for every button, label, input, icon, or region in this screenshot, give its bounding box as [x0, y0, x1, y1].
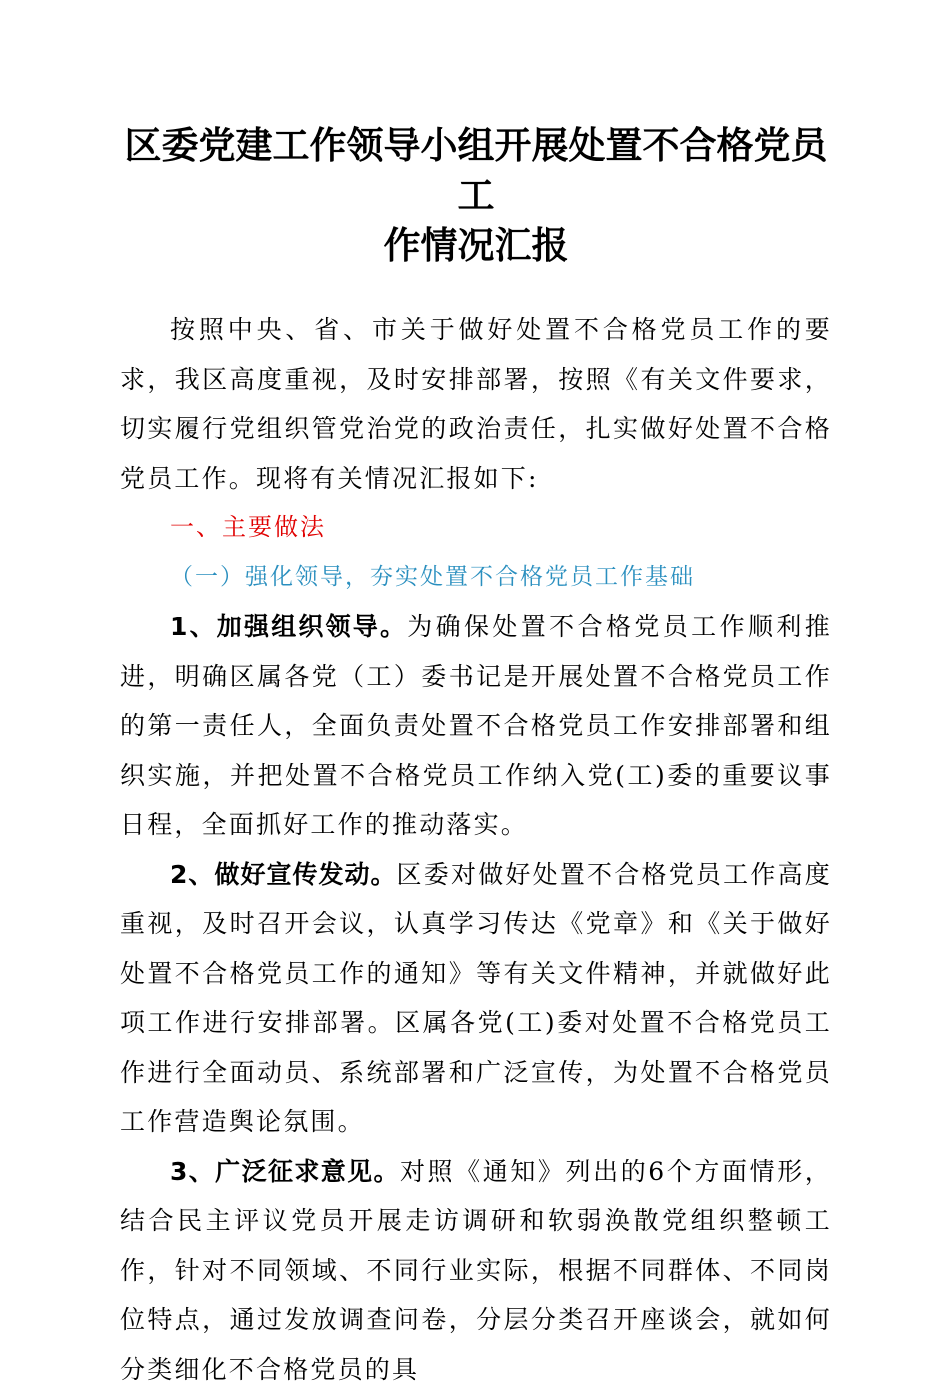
item-text-1: 为确保处置不合格党员工作顺利推进，明确区属各党（工）委书记是开展处置不合格党员工作的第一责任人，全面负责处置不合格党员工作安排部署和组织实施，并把处置不合格党员工作纳入党(工)委的重要议事日程，全面抓好工作的推动落实。 — [120, 612, 832, 839]
item-paragraph-2 — [120, 850, 832, 1147]
subsection-heading-leadership: （一）强化领导，夯实处置不合格党员工作基础 — [120, 553, 832, 603]
title-line-1: 区委党建工作领导小组开展处置不合格党员工 — [125, 123, 828, 217]
item-lead-3: 3、广泛征求意见。 — [170, 1157, 400, 1186]
document-title — [120, 120, 832, 270]
item-paragraph-3 — [120, 1147, 832, 1394]
document-body — [120, 305, 832, 1394]
document-page — [120, 120, 832, 1394]
intro-paragraph: 按照中央、省、市关于做好处置不合格党员工作的要求，我区高度重视，及时安排部署，按照《有关文件要求，切实履行党组织管党治党的政治责任，扎实做好处置不合格党员工作。现将有关情况汇报如下: — [120, 305, 832, 503]
item-lead-2: 2、做好宣传发动。 — [170, 860, 397, 889]
title-line-2: 作情况汇报 — [384, 223, 569, 267]
item-lead-1: 1、加强组织领导。 — [170, 612, 407, 641]
item-text-3: 对照《通知》列出的6个方面情形，结合民主评议党员开展走访调研和软弱涣散党组织整顿工作，针对不同领域、不同行业实际，根据不同群体、不同岗位特点，通过发放调查问卷，分层分类召开座谈会，就如何分类细化不合格党员的具 — [120, 1157, 832, 1384]
item-text-2: 区委对做好处置不合格党员工作高度重视，及时召开会议，认真学习传达《党章》和《关于做好处置不合格党员工作的通知》等有关文件精神，并就做好此项工作进行安排部署。区属各党(工)委对处置不合格党员工作进行全面动员、系统部署和广泛宣传，为处置不合格党员工作营造舆论氛围。 — [120, 860, 832, 1137]
section-heading-main-practices: 一、主要做法 — [120, 503, 832, 553]
item-paragraph-1 — [120, 602, 832, 850]
